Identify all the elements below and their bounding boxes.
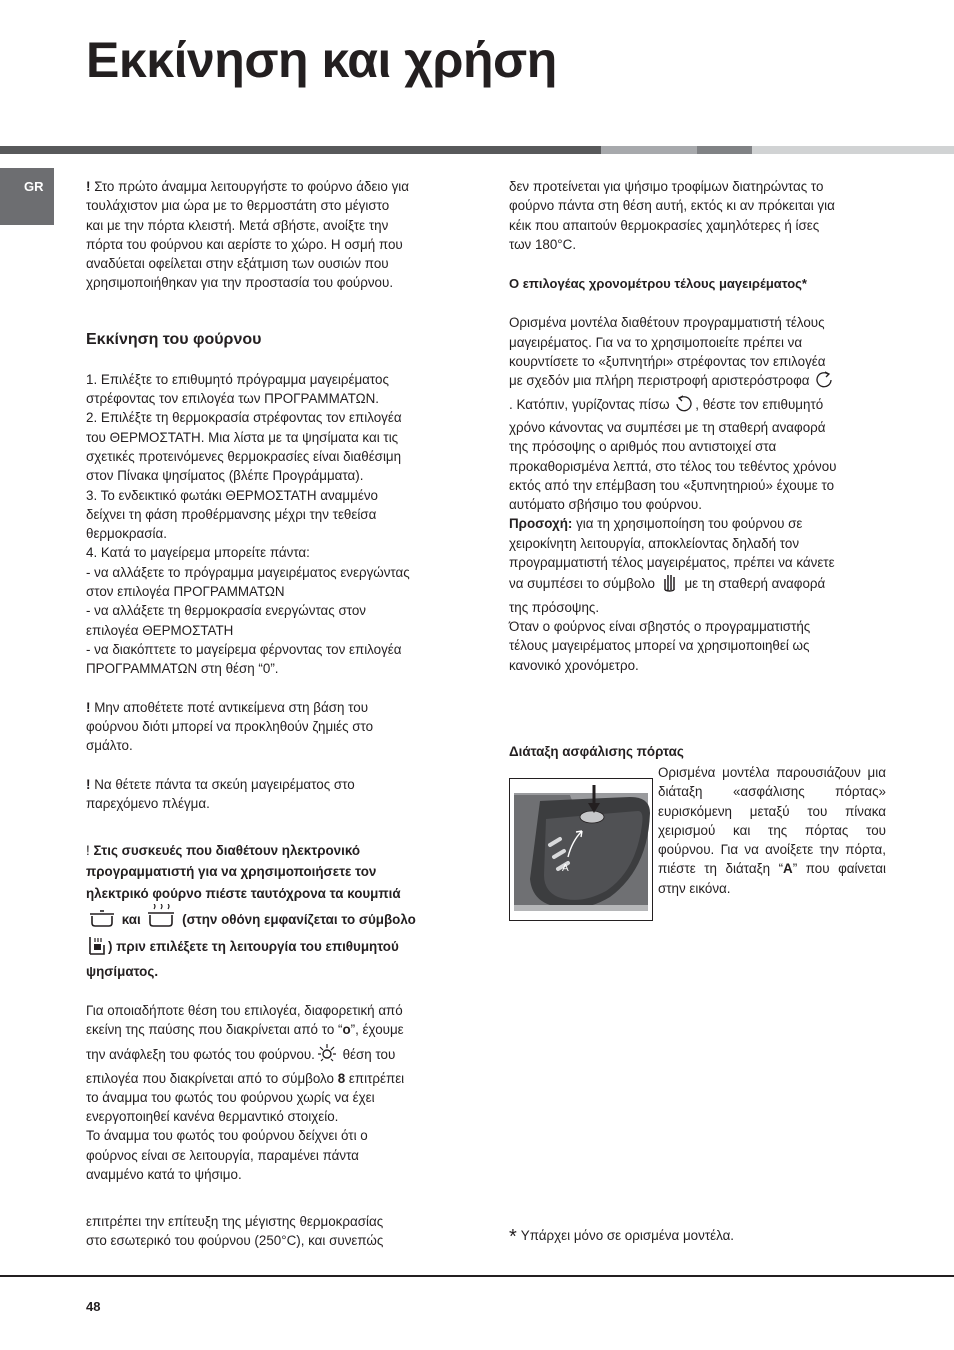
timer-paragraph: Ορισμένα μοντέλα διαθέτουν προγραμματιστή τέλους μαγειρέματος. Για να το χρησιμοποιείτε πρέπει να κουρντίσετε το «ξυπνητήρι» στρέφοντας τον επιλογέα με σχεδόν μια πλήρη περιστροφή αριστερόστροφα . Κατόπιν, γυρίζοντας πίσω , θέστε τον επιθυμητό χρόνο κάνοντας να συμπέσει με τη σταθερή αναφορά της πρόσοψης ο αριθμός που αντιστοιχεί στα προκαθορισμένα λεπτά, στο τέλος του τεθέντος χρόνου εκτός από την επέμβαση του «ξυπνητηριού» έχουμε το αυτόματο σβήσιμο του φούρνου. Προσοχή: για τη χρησιμοποίηση του φούρνου σε χειροκίνητη λειτουργία, αποκλείοντας δηλαδή τον προγραμματιστή τέλος μαγειρέματος, πρέπει να κάνετε να συμπέσει το σύμβολο με τη σταθερή αναφορά της πρόσοψης. Όταν ο φούρνος είναι σβηστός ο προγραμματιστής τέλους μαγειρέματος μπορεί να χρησιμοποιηθεί ως κανονικό χρονόμετρο. [509,315,837,673]
page-title: Εκκίνηση και χρήση [86,32,557,88]
language-tab: GR [0,168,54,225]
bottom-rule [0,1275,954,1277]
right-column [509,177,887,675]
warning-mark: ! [86,179,91,194]
door-lock-illustration [509,778,653,921]
intro-paragraph: ! Στο πρώτο άναμμα λειτουργήστε το φούρνο άδειο για τουλάχιστον μια ώρα με το θερμοστάτη στο μέγιστο και με την πόρτα κλειστή. Μετά σβήστε, ανοίξτε την πόρτα του φούρνου και αερίστε το χώρο. Η οσμή που αναδύεται οφείλεται στην εξάτμιση των ουσιών που χρησιμοποιήθηκαν για την προστασία του φούρνου. [86,179,409,291]
warning-grid: ! Να θέτετε πάντα τα σκεύη μαγειρέματος στο παρεχόμενο πλέγμα. [86,777,355,812]
timer-heading: Ο επιλογέας χρονομέτρου τέλους μαγειρέματος* [509,276,807,292]
header-band-mid [697,146,752,154]
warning-electronic: ! Στις συσκευές που διαθέτουν ηλεκτρονικό προγραμματιστή για να χρησιμοποιήσετε τον ηλεκτρικό φούρνο πιέστε ταυτόχρονα τα κουμπιά και (στην οθόνη εμφανίζεται το σύμβολο ) πριν επιλέξετε τη λειτουργία του επιθυμητού ψησίματος. [86,842,416,980]
attention-label: Προσοχή: [509,516,573,532]
footnote: * Υπάρχει μόνο σε ορισμένα μοντέλα. [509,1226,735,1248]
oven-light-icon [317,1043,337,1068]
warning-base: ! Μην αποθέτετε ποτέ αντικείμενα στη βάση του φούρνου διότι μπορεί να προκληθούν ζημιές στο σμάλτο. [86,699,374,754]
section-heading: Εκκίνηση του φούρνου [86,330,262,348]
rotate-counterclockwise-icon [815,371,833,394]
door-lock-label: A [562,863,569,874]
header-band-grey [601,146,697,154]
light-paragraph: Για οποιαδήποτε θέση του επιλογέα, διαφορετική από εκείνη της παύσης που διακρίνεται από το “ο”, έχουμε την ανάφλεξη του φωτός του φούρνου. θέση του επιλογέα που διακρίνεται από το σύμβολο 8 επιτρέπει το άναμμα του φωτός του φούρνου χωρίς να έχει ενεργοποιηθεί κανένα θερμαντικό στοιχείο. Το άναμμα του φωτός του φούρνου δείχνει ότι ο φούρνος είναι σε λειτουργία, παραμένει πάντα αναμμένο κατά το ψήσιμο. [86,1002,405,1182]
door-lock-text: Ορισμένα μοντέλα παρουσιάζουν μια διάταξη «ασφάλισης πόρτας» ευρισκόμενη μεταξύ του πίνακα χειρισμού και της πόρτας του φούρνου. Για να ανοίξετε την πόρτα, πιέστε τη διάταξη “A” που φαίνεται στην εικόνα. [658,765,886,896]
left-column [86,177,466,1184]
hand-manual-icon [661,572,679,597]
steaming-pot-icon [146,904,176,935]
oven-symbol-icon [88,935,106,962]
left-column-tail: επιτρέπει την επίτευξη της μέγιστης θερμοκρασίας στο εσωτερικό του φούρνου (250°C), και συνεπώς [86,1214,384,1249]
rotate-back-icon [675,395,693,418]
page-number: 48 [86,1299,101,1314]
steps-list: 1. Επιλέξτε το επιθυμητό πρόγραμμα μαγειρέματος στρέφοντας τον επιλογέα των ΠΡΟΓΡΑΜΜΑΤΩΝ. 2. Επιλέξτε τη θερμοκρασία στρέφοντας τον επιλογέα του ΘΕΡΜΟΣΤΑΤΗ. Μια λίστα με τα ψησίματα και τις σχετικές προτεινόμενες θερμοκρασίες είναι διαθέσιμη στον Πίνακα ψησίματος (βλέπε Προγράμματα). 3. Το ενδεικτικό φωτάκι ΘΕΡΜΟΣΤΑΤΗ αναμμένο δείχνει τη φάση προθέρμανσης μέχρι την τεθείσα θερμοκρασία. 4. Κατά το μαγείρεμα μπορείτε πάντα: - να αλλάξετε το πρόγραμμα μαγειρέματος ενεργώντας στον επιλογέα ΠΡΟΓΡΑΜΜΑΤΩΝ - να αλλάξετε τη θερμοκρασία ενεργώντας στον επιλογέα ΘΕΡΜΟΣΤΑΤΗ - να διακόπτετε το μαγείρεμα φέρνοντας τον επιλογέα ΠΡΟΓΡΑΜΜΑΤΩΝ στη θέση “0”. [86,371,410,677]
header-band-dark [0,146,601,154]
pot-icon [88,910,116,935]
door-lock-heading: Διάταξη ασφάλισης πόρτας [509,744,684,759]
continued-paragraph: δεν προτείνεται για ψήσιμο τροφίμων διατηρώντας το φούρνο πάντα στη θέση αυτή, εκτός κι αν πρόκειται για κέικ που απαιτούν θερμοκρασίες χαμηλότερες ή ίσες των 180°C. [509,179,835,252]
header-band-light [752,146,954,154]
